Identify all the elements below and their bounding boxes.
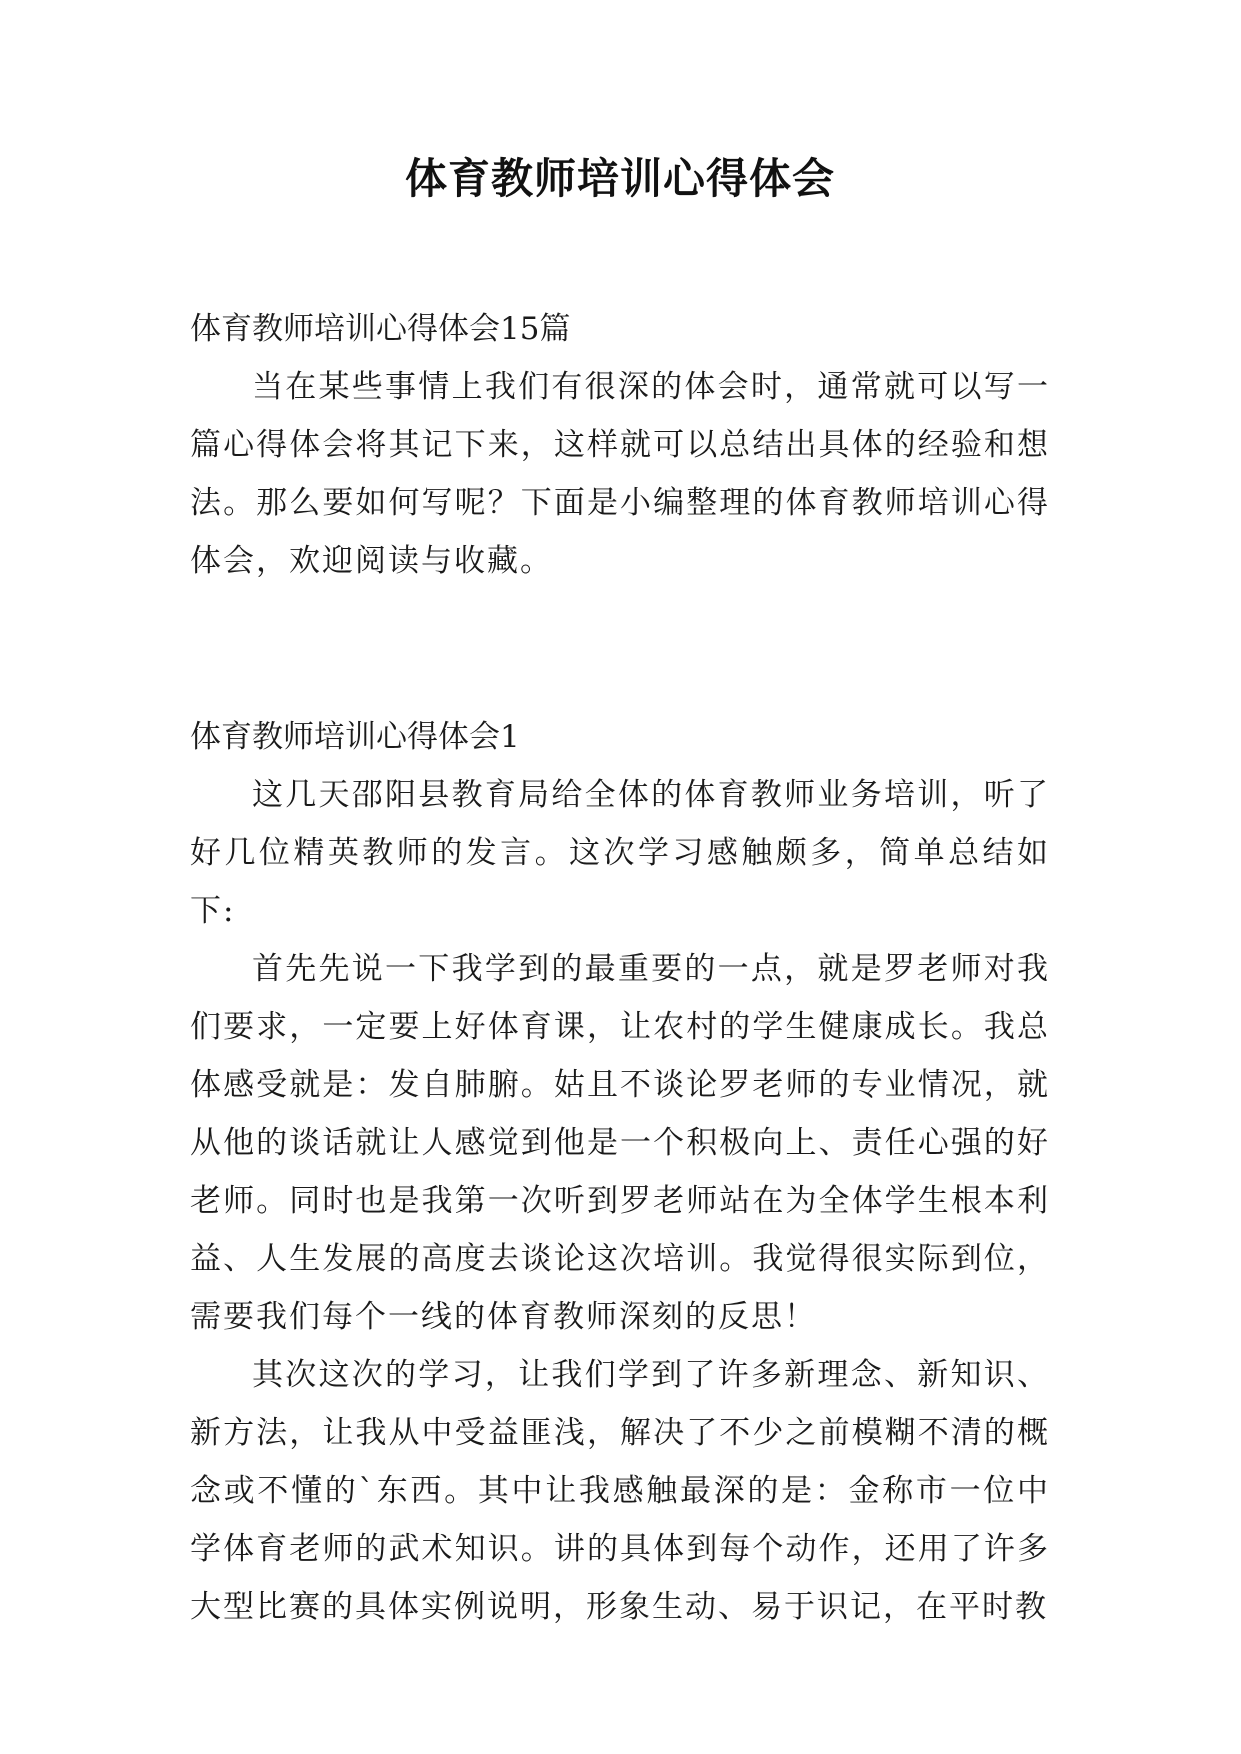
- document-body: [190, 150, 1050, 1636]
- section-1-heading: 体育教师培训心得体会1: [190, 719, 520, 755]
- document-title: 体育教师培训心得体会: [404, 154, 835, 203]
- section-1-paragraph-3: 其次这次的学习，让我们学到了许多新理念、新知识、新方法，让我从中受益匪浅，解决了不少之前模糊不清的概念或不懂的`东西。其中让我感触最深的是：金称市一位中学体育老师的武术知识。讲的具体到每个动作，还用了许多大型比赛的具体实例说明，形象生动、易于识记，在平时教: [190, 1357, 1050, 1625]
- section-1-paragraph-2: 首先先说一下我学到的最重要的一点，就是罗老师对我们要求，一定要上好体育课，让农村的学生健康成长。我总体感受就是：发自肺腑。姑且不谈论罗老师的专业情况，就从他的谈话就让人感觉到他是一个积极向上、责任心强的好老师。同时也是我第一次听到罗老师站在为全体学生根本利益、人生发展的高度去谈论这次培训。我觉得很实际到位，需要我们每个一线的体育教师深刻的反思！: [190, 951, 1050, 1335]
- section-spacer: [190, 590, 1050, 708]
- section-1-paragraph-1: 这几天邵阳县教育局给全体的体育教师业务培训，听了好几位精英教师的发言。这次学习感触颇多，简单总结如下:: [190, 777, 1050, 929]
- intro-paragraph: 当在某些事情上我们有很深的体会时，通常就可以写一篇心得体会将其记下来，这样就可以总结出具体的经验和想法。那么要如何写呢？下面是小编整理的体育教师培训心得体会，欢迎阅读与收藏。: [190, 369, 1050, 579]
- intro-heading: 体育教师培训心得体会15篇: [190, 311, 571, 347]
